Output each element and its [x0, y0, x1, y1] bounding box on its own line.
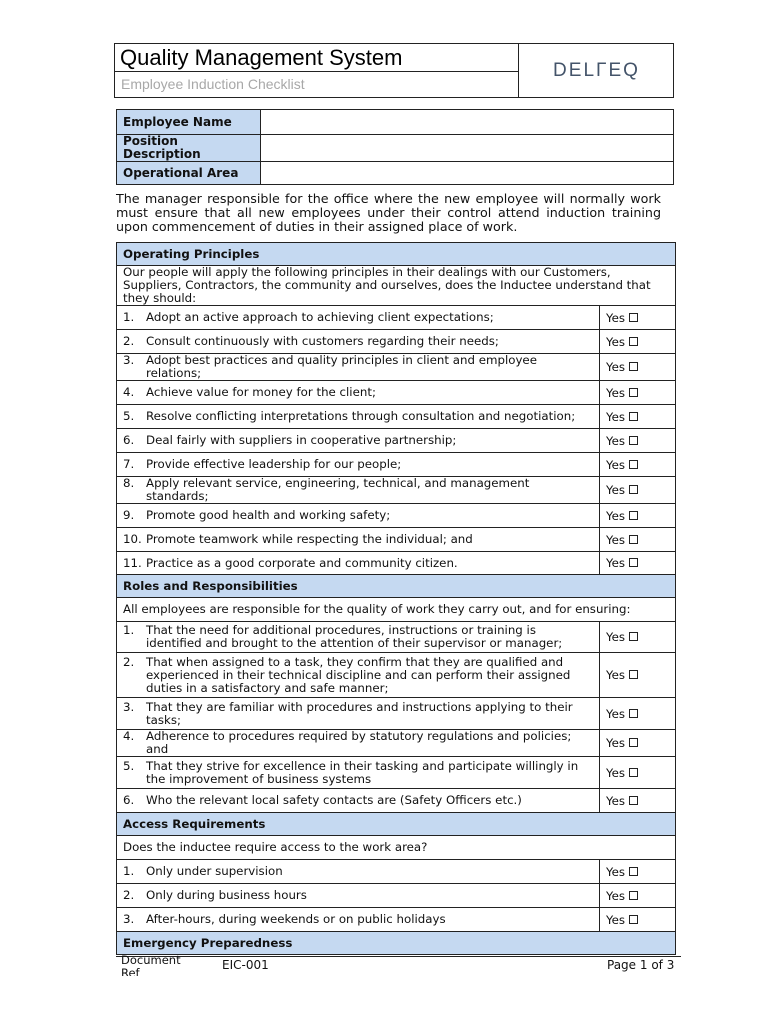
- checklist-item: [117, 622, 600, 653]
- checklist-row: [117, 552, 676, 575]
- checkbox-icon[interactable]: [629, 436, 638, 445]
- yes-option[interactable]: [600, 653, 676, 698]
- checklist-item: [117, 552, 600, 575]
- yes-label: Yes: [606, 360, 626, 374]
- operational-area-label: Operational Area: [117, 162, 261, 185]
- section-header-row: [117, 243, 676, 266]
- checklist-row: [117, 354, 676, 381]
- checklist-row: [117, 306, 676, 330]
- yes-option[interactable]: [600, 354, 676, 381]
- checklist-row: [117, 730, 676, 757]
- item-number: 6.: [123, 793, 135, 807]
- checkbox-icon[interactable]: [629, 535, 638, 544]
- item-text: Adherence to procedures required by statutory regulations and policies; and: [146, 729, 572, 756]
- item-text: That they are familiar with procedures and instructions applying to their tasks;: [146, 699, 573, 727]
- checklist-item: [117, 884, 600, 908]
- section-description: Our people will apply the following principles in their dealings with our Customers, Suppliers, Contractors, the community and ourselves, does the Inductee understand that they should:: [117, 266, 676, 306]
- item-number: 2.: [123, 654, 135, 669]
- checkbox-icon[interactable]: [629, 485, 638, 494]
- yes-label: Yes: [606, 793, 626, 808]
- yes-option[interactable]: [600, 730, 676, 757]
- item-text: Achieve value for money for the client;: [146, 385, 376, 399]
- checklist-row: [117, 477, 676, 504]
- yes-option[interactable]: [600, 504, 676, 528]
- item-number: 8.: [123, 476, 135, 490]
- item-text: Consult continuously with customers regarding their needs;: [146, 334, 499, 348]
- checklist-item: [117, 504, 600, 528]
- operational-area-field[interactable]: [261, 162, 674, 185]
- yes-label: Yes: [606, 765, 626, 780]
- section-heading: Roles and Responsibilities: [117, 575, 676, 598]
- section-description-row: [117, 266, 676, 306]
- item-text: Resolve conflicting interpretations through consultation and negotiation;: [146, 409, 576, 423]
- checklist-item: [117, 730, 600, 757]
- document-subtitle: Employee Induction Checklist: [115, 72, 519, 97]
- employee-name-field[interactable]: [261, 110, 674, 135]
- item-number: 7.: [123, 457, 135, 471]
- checkbox-icon[interactable]: [629, 768, 638, 777]
- item-text: That the need for additional procedures, instructions or training is identified and brought to the attention of their supervisor or manager;: [146, 623, 563, 650]
- checklist-row: [117, 381, 676, 405]
- item-number: 2.: [123, 334, 135, 348]
- checkbox-icon[interactable]: [629, 558, 638, 567]
- item-text: After-hours, during weekends or on public holidays: [146, 912, 446, 926]
- footer-doc-ref: EIC-001: [222, 958, 269, 972]
- yes-label: Yes: [606, 532, 626, 547]
- checklist-row: [117, 453, 676, 477]
- item-text: Only under supervision: [146, 864, 283, 878]
- yes-label: Yes: [606, 483, 626, 497]
- item-text: That they strive for excellence in their tasking and participate willingly in the improvement of business systems: [146, 758, 579, 786]
- checklist-item: [117, 528, 600, 552]
- yes-label: Yes: [606, 385, 626, 400]
- item-number: 3.: [123, 353, 135, 367]
- checklist-item: [117, 477, 600, 504]
- section-heading: Access Requirements: [117, 813, 676, 836]
- intro-paragraph: The manager responsible for the office where the new employee will normally work must ensure that all new employees under their control attend induction training upon commencement of duties in their assigned place of work.: [116, 191, 661, 234]
- checklist-row: [117, 622, 676, 653]
- checklist-item: [117, 908, 600, 932]
- item-text: Adopt an active approach to achieving client expectations;: [146, 310, 494, 324]
- operational-area-row: [117, 162, 674, 185]
- section-description-row: [117, 836, 676, 860]
- yes-label: Yes: [606, 457, 626, 472]
- page-title: Quality Management System: [115, 44, 519, 72]
- checkbox-icon[interactable]: [629, 388, 638, 397]
- checklist-item: [117, 789, 600, 813]
- yes-label: Yes: [606, 736, 626, 750]
- checklist-item: [117, 306, 600, 330]
- section-heading: Emergency Preparedness: [117, 932, 676, 955]
- checklist-item: [117, 381, 600, 405]
- checkbox-icon[interactable]: [629, 412, 638, 421]
- footer-divider: [116, 956, 681, 957]
- checkbox-icon[interactable]: [629, 670, 638, 679]
- section-description: Does the inductee require access to the work area?: [117, 836, 676, 860]
- checklist-row: [117, 504, 676, 528]
- yes-label: Yes: [606, 706, 626, 721]
- item-text: Promote good health and working safety;: [146, 508, 391, 522]
- section-description: All employees are responsible for the quality of work they carry out, and for ensuring:: [117, 598, 676, 622]
- document-header: [114, 43, 674, 98]
- checklist-item: [117, 653, 600, 698]
- yes-label: Yes: [606, 433, 626, 448]
- yes-label: Yes: [606, 668, 626, 682]
- position-description-label: Position Description: [117, 135, 261, 162]
- item-number: 4.: [123, 729, 135, 743]
- checklist-item: [117, 698, 600, 730]
- item-number: 1.: [123, 623, 135, 637]
- footer-doc-label: Document Ref: [121, 954, 181, 976]
- yes-option[interactable]: [600, 453, 676, 477]
- item-number: 10.: [123, 532, 142, 546]
- section-description-row: [117, 598, 676, 622]
- item-text: Deal fairly with suppliers in cooperative partnership;: [146, 433, 457, 447]
- checklist-row: [117, 528, 676, 552]
- item-number: 1.: [123, 864, 135, 878]
- checkbox-icon[interactable]: [629, 738, 638, 747]
- item-number: 6.: [123, 433, 135, 447]
- yes-option[interactable]: [600, 477, 676, 504]
- checklist-row: [117, 884, 676, 908]
- yes-option[interactable]: [600, 429, 676, 453]
- item-text: Adopt best practices and quality principles in client and employee relations;: [146, 353, 537, 380]
- item-number: 5.: [123, 758, 135, 773]
- yes-option[interactable]: [600, 306, 676, 330]
- yes-option[interactable]: [600, 528, 676, 552]
- checklist-row: [117, 405, 676, 429]
- checklist-row: [117, 653, 676, 698]
- item-number: 9.: [123, 508, 135, 522]
- yes-label: Yes: [606, 334, 626, 349]
- item-number: 3.: [123, 699, 135, 714]
- item-text: Promote teamwork while respecting the individual; and: [146, 532, 473, 546]
- company-logo: DELΓEQ: [553, 59, 640, 81]
- checklist-row: [117, 698, 676, 730]
- yes-option[interactable]: [600, 330, 676, 354]
- item-number: 1.: [123, 310, 135, 324]
- position-description-field[interactable]: [261, 135, 674, 162]
- item-number: 5.: [123, 409, 135, 423]
- item-text: Provide effective leadership for our people;: [146, 457, 402, 471]
- item-text: Who the relevant local safety contacts are (Safety Officers etc.): [146, 793, 522, 807]
- yes-option[interactable]: [600, 698, 676, 730]
- checklist-item: [117, 860, 600, 884]
- checklist-row: [117, 429, 676, 453]
- checklist-item: [117, 330, 600, 354]
- yes-option[interactable]: [600, 908, 676, 932]
- employee-name-row: [117, 110, 674, 135]
- yes-option[interactable]: [600, 884, 676, 908]
- checkbox-icon[interactable]: [629, 915, 638, 924]
- footer-page-number: Page 1 of 3: [607, 958, 675, 972]
- item-text: That when assigned to a task, they confirm that they are qualified and experienced in their technical discipline and can perform their assigned duties in a satisfactory and safe manner;: [146, 654, 571, 695]
- item-text: Practice as a good corporate and community citizen.: [146, 555, 458, 570]
- yes-label: Yes: [606, 508, 626, 523]
- section-header-row: [117, 932, 676, 955]
- item-number: 11.: [123, 555, 142, 570]
- yes-label: Yes: [606, 912, 626, 927]
- section-heading: Operating Principles: [117, 243, 676, 266]
- yes-option[interactable]: [600, 860, 676, 884]
- checkbox-icon[interactable]: [629, 362, 638, 371]
- yes-label: Yes: [606, 888, 626, 903]
- checklist-row: [117, 860, 676, 884]
- yes-label: Yes: [606, 630, 626, 644]
- checklist-row: [117, 757, 676, 789]
- item-text: Only during business hours: [146, 888, 307, 902]
- checklist-row: [117, 789, 676, 813]
- checkbox-icon[interactable]: [629, 337, 638, 346]
- checkbox-icon[interactable]: [629, 867, 638, 876]
- checkbox-icon[interactable]: [629, 891, 638, 900]
- position-description-row: [117, 135, 674, 162]
- checklist-item: [117, 354, 600, 381]
- yes-option[interactable]: [600, 381, 676, 405]
- checkbox-icon[interactable]: [629, 511, 638, 520]
- item-number: 3.: [123, 912, 135, 926]
- yes-label: Yes: [606, 864, 626, 879]
- checklist-item: [117, 405, 600, 429]
- yes-label: Yes: [606, 409, 626, 424]
- section-header-row: [117, 813, 676, 836]
- induction-checklist-table: [116, 242, 676, 955]
- yes-option[interactable]: [600, 757, 676, 789]
- checklist-item: [117, 429, 600, 453]
- checkbox-icon[interactable]: [629, 796, 638, 805]
- section-header-row: [117, 575, 676, 598]
- yes-option[interactable]: [600, 789, 676, 813]
- yes-option[interactable]: [600, 552, 676, 575]
- checkbox-icon[interactable]: [629, 632, 638, 641]
- item-text: Apply relevant service, engineering, technical, and management standards;: [146, 476, 530, 503]
- checkbox-icon[interactable]: [629, 709, 638, 718]
- yes-option[interactable]: [600, 622, 676, 653]
- checklist-row: [117, 330, 676, 354]
- checkbox-icon[interactable]: [629, 313, 638, 322]
- checklist-item: [117, 757, 600, 789]
- yes-label: Yes: [606, 310, 626, 325]
- employee-info-table: [116, 109, 674, 185]
- yes-option[interactable]: [600, 405, 676, 429]
- item-number: 2.: [123, 888, 135, 902]
- checkbox-icon[interactable]: [629, 460, 638, 469]
- checklist-row: [117, 908, 676, 932]
- yes-label: Yes: [606, 556, 626, 570]
- item-number: 4.: [123, 385, 135, 399]
- employee-name-label: Employee Name: [117, 110, 261, 135]
- checklist-item: [117, 453, 600, 477]
